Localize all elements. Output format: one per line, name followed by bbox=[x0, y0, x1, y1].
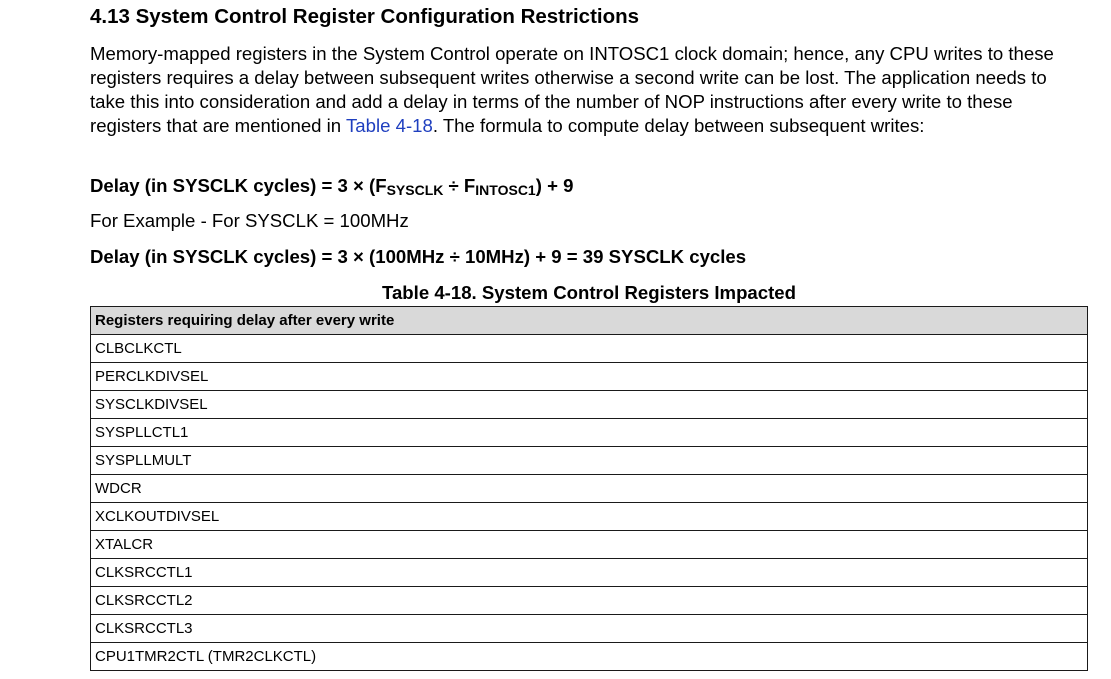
register-cell: SYSPLLMULT bbox=[91, 447, 1088, 475]
table-row bbox=[91, 559, 1088, 587]
table-row bbox=[91, 615, 1088, 643]
register-cell: CLKSRCCTL2 bbox=[91, 587, 1088, 615]
formula-middle: ÷ F bbox=[443, 175, 476, 196]
table-row bbox=[91, 335, 1088, 363]
table-row bbox=[91, 643, 1088, 671]
table-4-18-link[interactable]: Table 4-18 bbox=[345, 115, 433, 136]
paragraph-text-start: Memory-mapped registers in the System Control operate on INTOSC1 clock domain; hence, any CPU writes to these registers requires a delay between subsequent writes otherwise a second write can be lost. The application needs to take this into consideration and add a delay in terms of the number of NOP instructions after every write to these registers that are mentioned in bbox=[90, 43, 1054, 136]
register-cell: WDCR bbox=[91, 475, 1088, 503]
register-cell: SYSCLKDIVSEL bbox=[91, 391, 1088, 419]
example-line: For Example - For SYSCLK = 100MHz bbox=[90, 210, 409, 231]
table-row bbox=[91, 363, 1088, 391]
register-cell: XCLKOUTDIVSEL bbox=[91, 503, 1088, 531]
body-paragraph bbox=[90, 42, 1065, 138]
register-cell: CLKSRCCTL3 bbox=[91, 615, 1088, 643]
table-row bbox=[91, 587, 1088, 615]
table-row bbox=[91, 391, 1088, 419]
section-title: 4.13 System Control Register Configuration Restrictions bbox=[90, 5, 640, 28]
table-row bbox=[91, 447, 1088, 475]
table-row bbox=[91, 419, 1088, 447]
formula-subscript-intosc1: INTOSC1 bbox=[475, 182, 536, 198]
register-cell: CLBCLKCTL bbox=[91, 335, 1088, 363]
table-row bbox=[91, 531, 1088, 559]
table-row bbox=[91, 503, 1088, 531]
delay-formula bbox=[90, 174, 573, 198]
register-cell: SYSPLLCTL1 bbox=[91, 419, 1088, 447]
table-row bbox=[91, 475, 1088, 503]
register-cell: PERCLKDIVSEL bbox=[91, 363, 1088, 391]
register-cell: CLKSRCCTL1 bbox=[91, 559, 1088, 587]
formula-suffix: ) + 9 bbox=[535, 175, 574, 196]
formula-prefix: Delay (in SYSCLK cycles) = 3 × (F bbox=[90, 175, 387, 196]
table-header-row bbox=[91, 307, 1088, 335]
registers-table bbox=[90, 306, 1088, 671]
table-header-cell: Registers requiring delay after every write bbox=[91, 307, 1088, 335]
paragraph-text-end: . The formula to compute delay between subsequent writes: bbox=[432, 115, 925, 136]
register-cell: CPU1TMR2CTL (TMR2CLKCTL) bbox=[91, 643, 1088, 671]
register-cell: XTALCR bbox=[91, 531, 1088, 559]
delay-example-result: Delay (in SYSCLK cycles) = 3 × (100MHz ÷ 10MHz) + 9 = 39 SYSCLK cycles bbox=[90, 246, 747, 267]
formula-subscript-sysclk: SYSCLK bbox=[386, 182, 444, 198]
table-caption: Table 4-18. System Control Registers Impacted bbox=[381, 282, 796, 303]
